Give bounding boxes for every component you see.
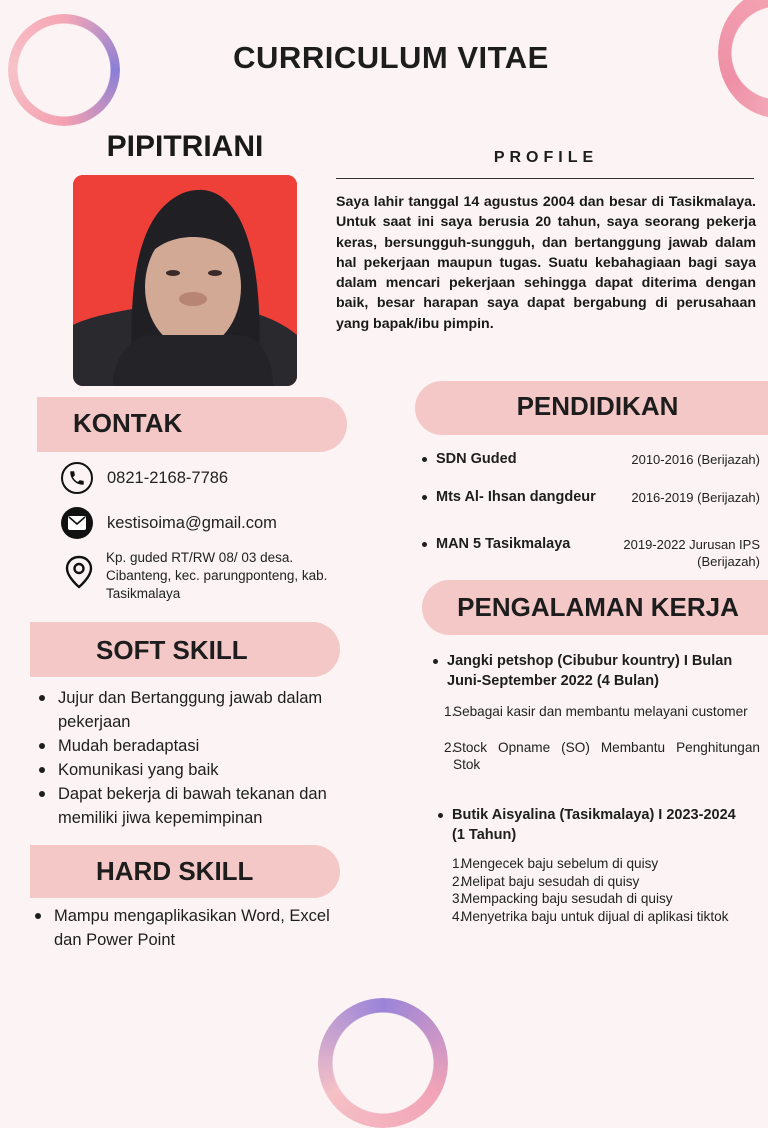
contact-email	[61, 507, 277, 539]
decorative-ring-bottom	[318, 998, 448, 1128]
profile-text: Saya lahir tanggal 14 agustus 2004 dan besar di Tasikmalaya. Untuk saat ini saya berusia 20 tahun, saya seorang pekerja keras, bersungguh-sungguh, dan bertanggung jawab dalam hal pekerjaan maupun tugas. Suatu kebahagiaan bagi saya dalam mencari pekerjaan sehingga dapat diterima dengan baik, besar harapan saya dapat bergabung di perusahaan yang bapak/ibu pimpin.	[336, 194, 756, 332]
soft-skill-heading: SOFT SKILL	[96, 635, 248, 665]
phone-number[interactable]: 0821-2168-7786	[107, 468, 229, 487]
kontak-heading: KONTAK	[73, 408, 183, 438]
school-name: Mts Al- Ihsan dangdeur	[436, 489, 596, 505]
job-task: 2. Stock Opname (SO) Membantu Penghitungan Stok	[444, 740, 760, 772]
contact-phone	[61, 462, 228, 494]
person-name: PIPITRIANI	[106, 130, 264, 163]
list-item: Komunikasi yang baik	[34, 758, 344, 782]
pendidikan-heading: PENDIDIKAN	[516, 391, 679, 421]
soft-skill-list	[34, 686, 344, 830]
task-text: Mengecek baju sebelum di quisy	[461, 856, 659, 871]
address-text: Kp. guded RT/RW 08/ 03 desa. Cibanteng, kec. parungponteng, kab. Tasikmalaya	[106, 550, 328, 601]
profile-divider	[336, 178, 754, 179]
email-address[interactable]: kestisoima@gmail.com	[107, 513, 277, 532]
school-years: 2010-2016 (Berijazah)	[631, 452, 760, 467]
job-title: Jangki petshop (Cibubur kountry) I Bulan Juni-September 2022 (4 Bulan)	[447, 652, 760, 691]
task-text: Melipat baju sesudah di quisy	[461, 874, 640, 889]
school-name: SDN Guded	[436, 451, 517, 467]
profile-heading: PROFILE	[493, 149, 599, 166]
pengalaman-heading: PENGALAMAN KERJA	[457, 592, 739, 622]
map-pin-icon	[64, 555, 94, 594]
list-item: Jujur dan Bertanggung jawab dalam pekerjaan	[34, 686, 344, 734]
job-task: 1. Mengecek baju sebelum di quisy	[452, 855, 742, 872]
hard-skill-list	[30, 904, 330, 952]
list-item: Mudah beradaptasi	[34, 734, 344, 758]
mail-icon	[61, 507, 93, 539]
school-years: 2019-2022 Jurusan IPS (Berijazah)	[623, 537, 760, 569]
job-task: 2. Melipat baju sesudah di quisy	[452, 873, 742, 890]
school-name: MAN 5 Tasikmalaya	[436, 536, 571, 552]
document-title: CURRICULUM VITAE	[233, 40, 549, 75]
phone-icon	[61, 462, 93, 494]
job-task: 4. Menyetrika baju untuk dijual di aplikasi tiktok	[452, 908, 742, 925]
task-text: Sebagai kasir dan membantu melayani customer	[453, 704, 748, 719]
hard-skill-heading: HARD SKILL	[96, 856, 254, 886]
task-text: Stock Opname (SO) Membantu Penghitungan Stok	[453, 740, 760, 772]
job-task: 1. Sebagai kasir dan membantu melayani customer	[444, 703, 760, 720]
task-text: Mempacking baju sesudah di quisy	[461, 891, 673, 906]
list-item: Dapat bekerja di bawah tekanan dan memiliki jiwa kepemimpinan	[34, 782, 344, 830]
job-title: Butik Aisyalina (Tasikmalaya) I 2023-2024 (1 Tahun)	[452, 806, 748, 845]
school-years: 2016-2019 (Berijazah)	[631, 490, 760, 505]
task-text: Menyetrika baju untuk dijual di aplikasi tiktok	[461, 909, 729, 924]
job-task: 3. Mempacking baju sesudah di quisy	[452, 890, 742, 907]
profile-photo	[73, 175, 297, 386]
list-item: Mampu mengaplikasikan Word, Excel dan Power Point	[30, 904, 330, 952]
